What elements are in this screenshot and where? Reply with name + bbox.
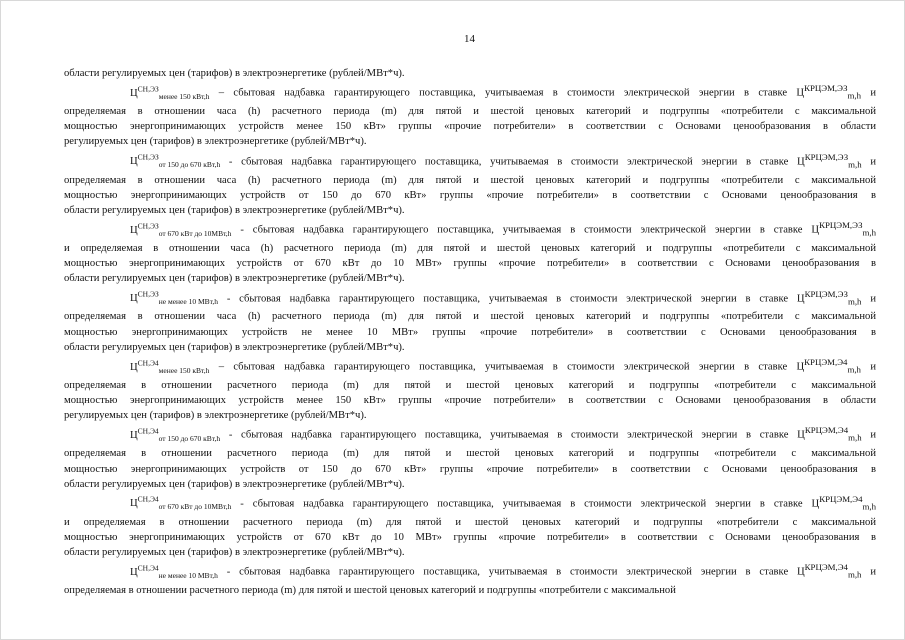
definition-first-line bbox=[64, 560, 876, 583]
rate-subscript: m,h bbox=[862, 227, 876, 238]
tariff-symbol-subscript: от 150 до 670 кВт,h bbox=[158, 434, 221, 444]
definition-line: определяемая в отношении расчетного периода (m) для пятой и шестой ценовых категорий и подгруппы «потребители с максимальной bbox=[64, 585, 676, 597]
definition-line: мощностью энергопринимающих устройств менее 150 кВт» группы «прочие потребители» в соответствии с Основами ценообразования в области bbox=[64, 121, 876, 133]
tariff-symbol-subscript: менее 150 кВт,h bbox=[158, 365, 210, 375]
definition-line: мощностью энергопринимающих устройств от 670 кВт до 10 МВт» группы «прочие потребители» в соответствии с Основами ценообразования в bbox=[64, 258, 876, 270]
definition-line: мощностью энергопринимающих устройств от 150 до 670 кВт» группы «прочие потребители» в соответствии с Основами ценообразования в bbox=[64, 189, 876, 201]
document-body bbox=[64, 66, 876, 598]
definition-line: определяемая в отношении часа (h) расчетного периода (m) для пятой и шестой ценовых категорий и подгруппы «потребители с максимальной bbox=[64, 174, 876, 186]
definition-line: области регулируемых цен (тарифов) в электроэнергетике (рублей/МВт*ч). bbox=[64, 341, 405, 353]
definition-line: области регулируемых цен (тарифов) в электроэнергетике (рублей/МВт*ч). bbox=[64, 204, 405, 216]
rate-subscript: m,h bbox=[848, 433, 862, 444]
tariff-symbol-subscript: менее 150 кВт,h bbox=[158, 91, 210, 101]
tariff-symbol-base: Ц bbox=[130, 498, 138, 510]
definition-paragraph bbox=[64, 492, 876, 560]
rate-superscript: КРЦЭМ,Э4 bbox=[804, 357, 848, 368]
tariff-symbol bbox=[97, 86, 209, 101]
rate-subscript: m,h bbox=[847, 90, 861, 101]
tariff-symbol-superscript: СН,ЭЗ bbox=[137, 84, 159, 94]
definition-first-line bbox=[64, 150, 876, 173]
rate-tail: и bbox=[861, 87, 876, 99]
definition-paragraph bbox=[64, 355, 876, 423]
tariff-symbol-base: Ц bbox=[130, 87, 138, 99]
rate-superscript: КРЦЭМ,Э4 bbox=[804, 562, 848, 573]
definition-first-line bbox=[64, 218, 876, 241]
definition-text: - сбытовая надбавка гарантирующего поставщика, учитываемая в стоимости электрической энергии в ставке Ц bbox=[217, 293, 805, 305]
tariff-symbol-base: Ц bbox=[130, 566, 138, 578]
rate-superscript: КРЦЭМ,Э4 bbox=[804, 425, 849, 436]
definition-text: – сбытовая надбавка гарантирующего поставщика, учитываемая в стоимости электрической энергии в ставке Ц bbox=[209, 87, 805, 99]
intro-line: области регулируемых цен (тарифов) в электроэнергетике (рублей/МВт*ч). bbox=[64, 68, 405, 79]
page-number: 14 bbox=[464, 33, 475, 45]
tariff-symbol bbox=[97, 223, 231, 238]
rate-subscript: m,h bbox=[848, 159, 862, 170]
tariff-symbol-superscript: СН,Э4 bbox=[137, 358, 159, 368]
definition-paragraph bbox=[64, 287, 876, 355]
definition-paragraph bbox=[64, 150, 876, 218]
tariff-symbol-superscript: СН,ЭЗ bbox=[137, 152, 159, 162]
definition-line: определяемая в отношении расчетного периода (m) для пятой и шестой ценовых категорий и подгруппы «потребители с максимальной bbox=[64, 379, 876, 391]
tariff-symbol-superscript: СН,Э4 bbox=[137, 494, 159, 504]
rate-subscript: m,h bbox=[862, 501, 876, 512]
tariff-symbol bbox=[97, 360, 209, 375]
definition-line: определяемая в отношении часа (h) расчетного периода (m) для пятой и шестой ценовых категорий и подгруппы «потребители с максимальной bbox=[64, 106, 876, 118]
definition-line: мощностью энергопринимающих устройств от 670 кВт до 10 МВт» группы «прочие потребители» в соответствии с Основами ценообразования в bbox=[64, 531, 876, 543]
definition-first-line bbox=[64, 492, 876, 515]
rate-tail: и bbox=[861, 566, 876, 578]
definition-line: определяемая в отношении часа (h) расчетного периода (m) для пятой и шестой ценовых категорий и подгруппы «потребители с максимальной bbox=[64, 311, 876, 323]
definition-paragraph bbox=[64, 218, 876, 286]
rate-superscript: КРЦЭМ,ЭЗ bbox=[819, 220, 863, 231]
rate-superscript: КРЦЭМ,ЭЗ bbox=[804, 151, 849, 162]
tariff-symbol-base: Ц bbox=[130, 361, 138, 373]
definition-text: - сбытовая надбавка гарантирующего поставщика, учитываемая в стоимости электрической энергии в ставке Ц bbox=[231, 498, 820, 510]
definition-text: - сбытовая надбавка гарантирующего поставщика, учитываемая в стоимости электрической энергии в ставке Ц bbox=[220, 156, 805, 168]
definition-line: мощностью энергопринимающих устройств от 150 до 670 кВт» группы «прочие потребители» в соответствии с Основами ценообразования в bbox=[64, 463, 876, 475]
tariff-symbol bbox=[97, 496, 231, 511]
definition-paragraph bbox=[64, 81, 876, 149]
tariff-symbol bbox=[97, 291, 218, 306]
definition-first-line bbox=[64, 423, 876, 446]
tariff-symbol bbox=[97, 565, 218, 580]
tariff-symbol-superscript: СН,Э4 bbox=[137, 563, 159, 573]
definition-text: – сбытовая надбавка гарантирующего поставщика, учитываемая в стоимости электрической энергии в ставке Ц bbox=[209, 361, 805, 373]
definition-line: области регулируемых цен (тарифов) в электроэнергетике (рублей/МВт*ч). bbox=[64, 273, 405, 285]
definition-first-line bbox=[64, 81, 876, 104]
tariff-symbol-superscript: СН,ЭЗ bbox=[137, 221, 159, 231]
rate-tail: и bbox=[861, 293, 876, 305]
tariff-symbol-subscript: не менее 10 МВт,h bbox=[158, 297, 218, 307]
definition-text: - сбытовая надбавка гарантирующего поставщика, учитываемая в стоимости электрической энергии в ставке Ц bbox=[220, 430, 805, 441]
tariff-symbol-subscript: от 150 до 670 кВт,h bbox=[158, 160, 221, 170]
tariff-symbol bbox=[97, 428, 220, 443]
definition-line: области регулируемых цен (тарифов) в электроэнергетике (рублей/МВт*ч). bbox=[64, 547, 405, 559]
rate-superscript: КРЦЭМ,ЭЗ bbox=[804, 83, 848, 94]
tariff-symbol-base: Ц bbox=[130, 224, 138, 236]
definition-first-line bbox=[64, 287, 876, 310]
definition-line: области регулируемых цен (тарифов) в электроэнергетике (рублей/МВт*ч). bbox=[64, 478, 405, 490]
rate-tail: и bbox=[860, 361, 876, 373]
rate-superscript: КРЦЭМ,ЭЗ bbox=[804, 288, 848, 299]
definition-text: - сбытовая надбавка гарантирующего поставщика, учитываемая в стоимости электрической энергии в ставке Ц bbox=[217, 566, 805, 578]
tariff-symbol-subscript: от 670 кВт до 10МВт,h bbox=[158, 502, 232, 512]
definition-text: - сбытовая надбавка гарантирующего поставщика, учитываемая в стоимости электрической энергии в ставке Ц bbox=[231, 224, 820, 236]
tariff-symbol-superscript: СН,Э4 bbox=[137, 426, 159, 436]
definition-line: и определяемая в отношении расчетного периода (m) для пятой и шестой ценовых категорий и подгруппы «потребители с максимальной bbox=[64, 516, 876, 528]
definition-line: регулируемых цен (тарифов) в электроэнергетике (рублей/МВт*ч). bbox=[64, 136, 367, 148]
tariff-symbol-subscript: не менее 10 МВт,h bbox=[158, 571, 218, 581]
tariff-symbol-base: Ц bbox=[130, 156, 138, 168]
definition-line: и определяемая в отношении часа (h) расчетного периода (m) для пятой и шестой ценовых категорий и подгруппы «потребители с максимальной bbox=[64, 242, 876, 254]
tariff-symbol-base: Ц bbox=[130, 293, 138, 305]
tariff-symbol-subscript: от 670 кВт до 10МВт,h bbox=[158, 228, 232, 238]
definitions-list bbox=[64, 81, 876, 598]
definition-line: мощностью энергопринимающих устройств менее 150 кВт» группы «прочие потребители» в соответствии с Основами ценообразования в области bbox=[64, 395, 876, 407]
tariff-symbol bbox=[97, 154, 220, 169]
rate-tail: и bbox=[861, 156, 876, 168]
rate-superscript: КРЦЭМ,Э4 bbox=[819, 493, 863, 504]
tariff-symbol-superscript: СН,ЭЗ bbox=[137, 289, 159, 299]
definition-line: мощностью энергопринимающих устройств не менее 10 МВт» группы «прочие потребители» в соответствии с Основами ценообразования в bbox=[64, 326, 876, 338]
rate-subscript: m,h bbox=[847, 570, 862, 581]
rate-subscript: m,h bbox=[847, 296, 862, 307]
definition-line: определяемая в отношении расчетного периода (m) для пятой и шестой ценовых категорий и подгруппы «потребители с максимальной bbox=[64, 448, 876, 460]
definition-first-line bbox=[64, 355, 876, 378]
rate-tail: и bbox=[861, 430, 876, 441]
tariff-symbol-base: Ц bbox=[130, 430, 138, 441]
definition-paragraph bbox=[64, 560, 876, 598]
definition-line: регулируемых цен (тарифов) в электроэнергетике (рублей/МВт*ч). bbox=[64, 410, 367, 422]
rate-subscript: m,h bbox=[847, 364, 861, 375]
definition-paragraph bbox=[64, 423, 876, 491]
